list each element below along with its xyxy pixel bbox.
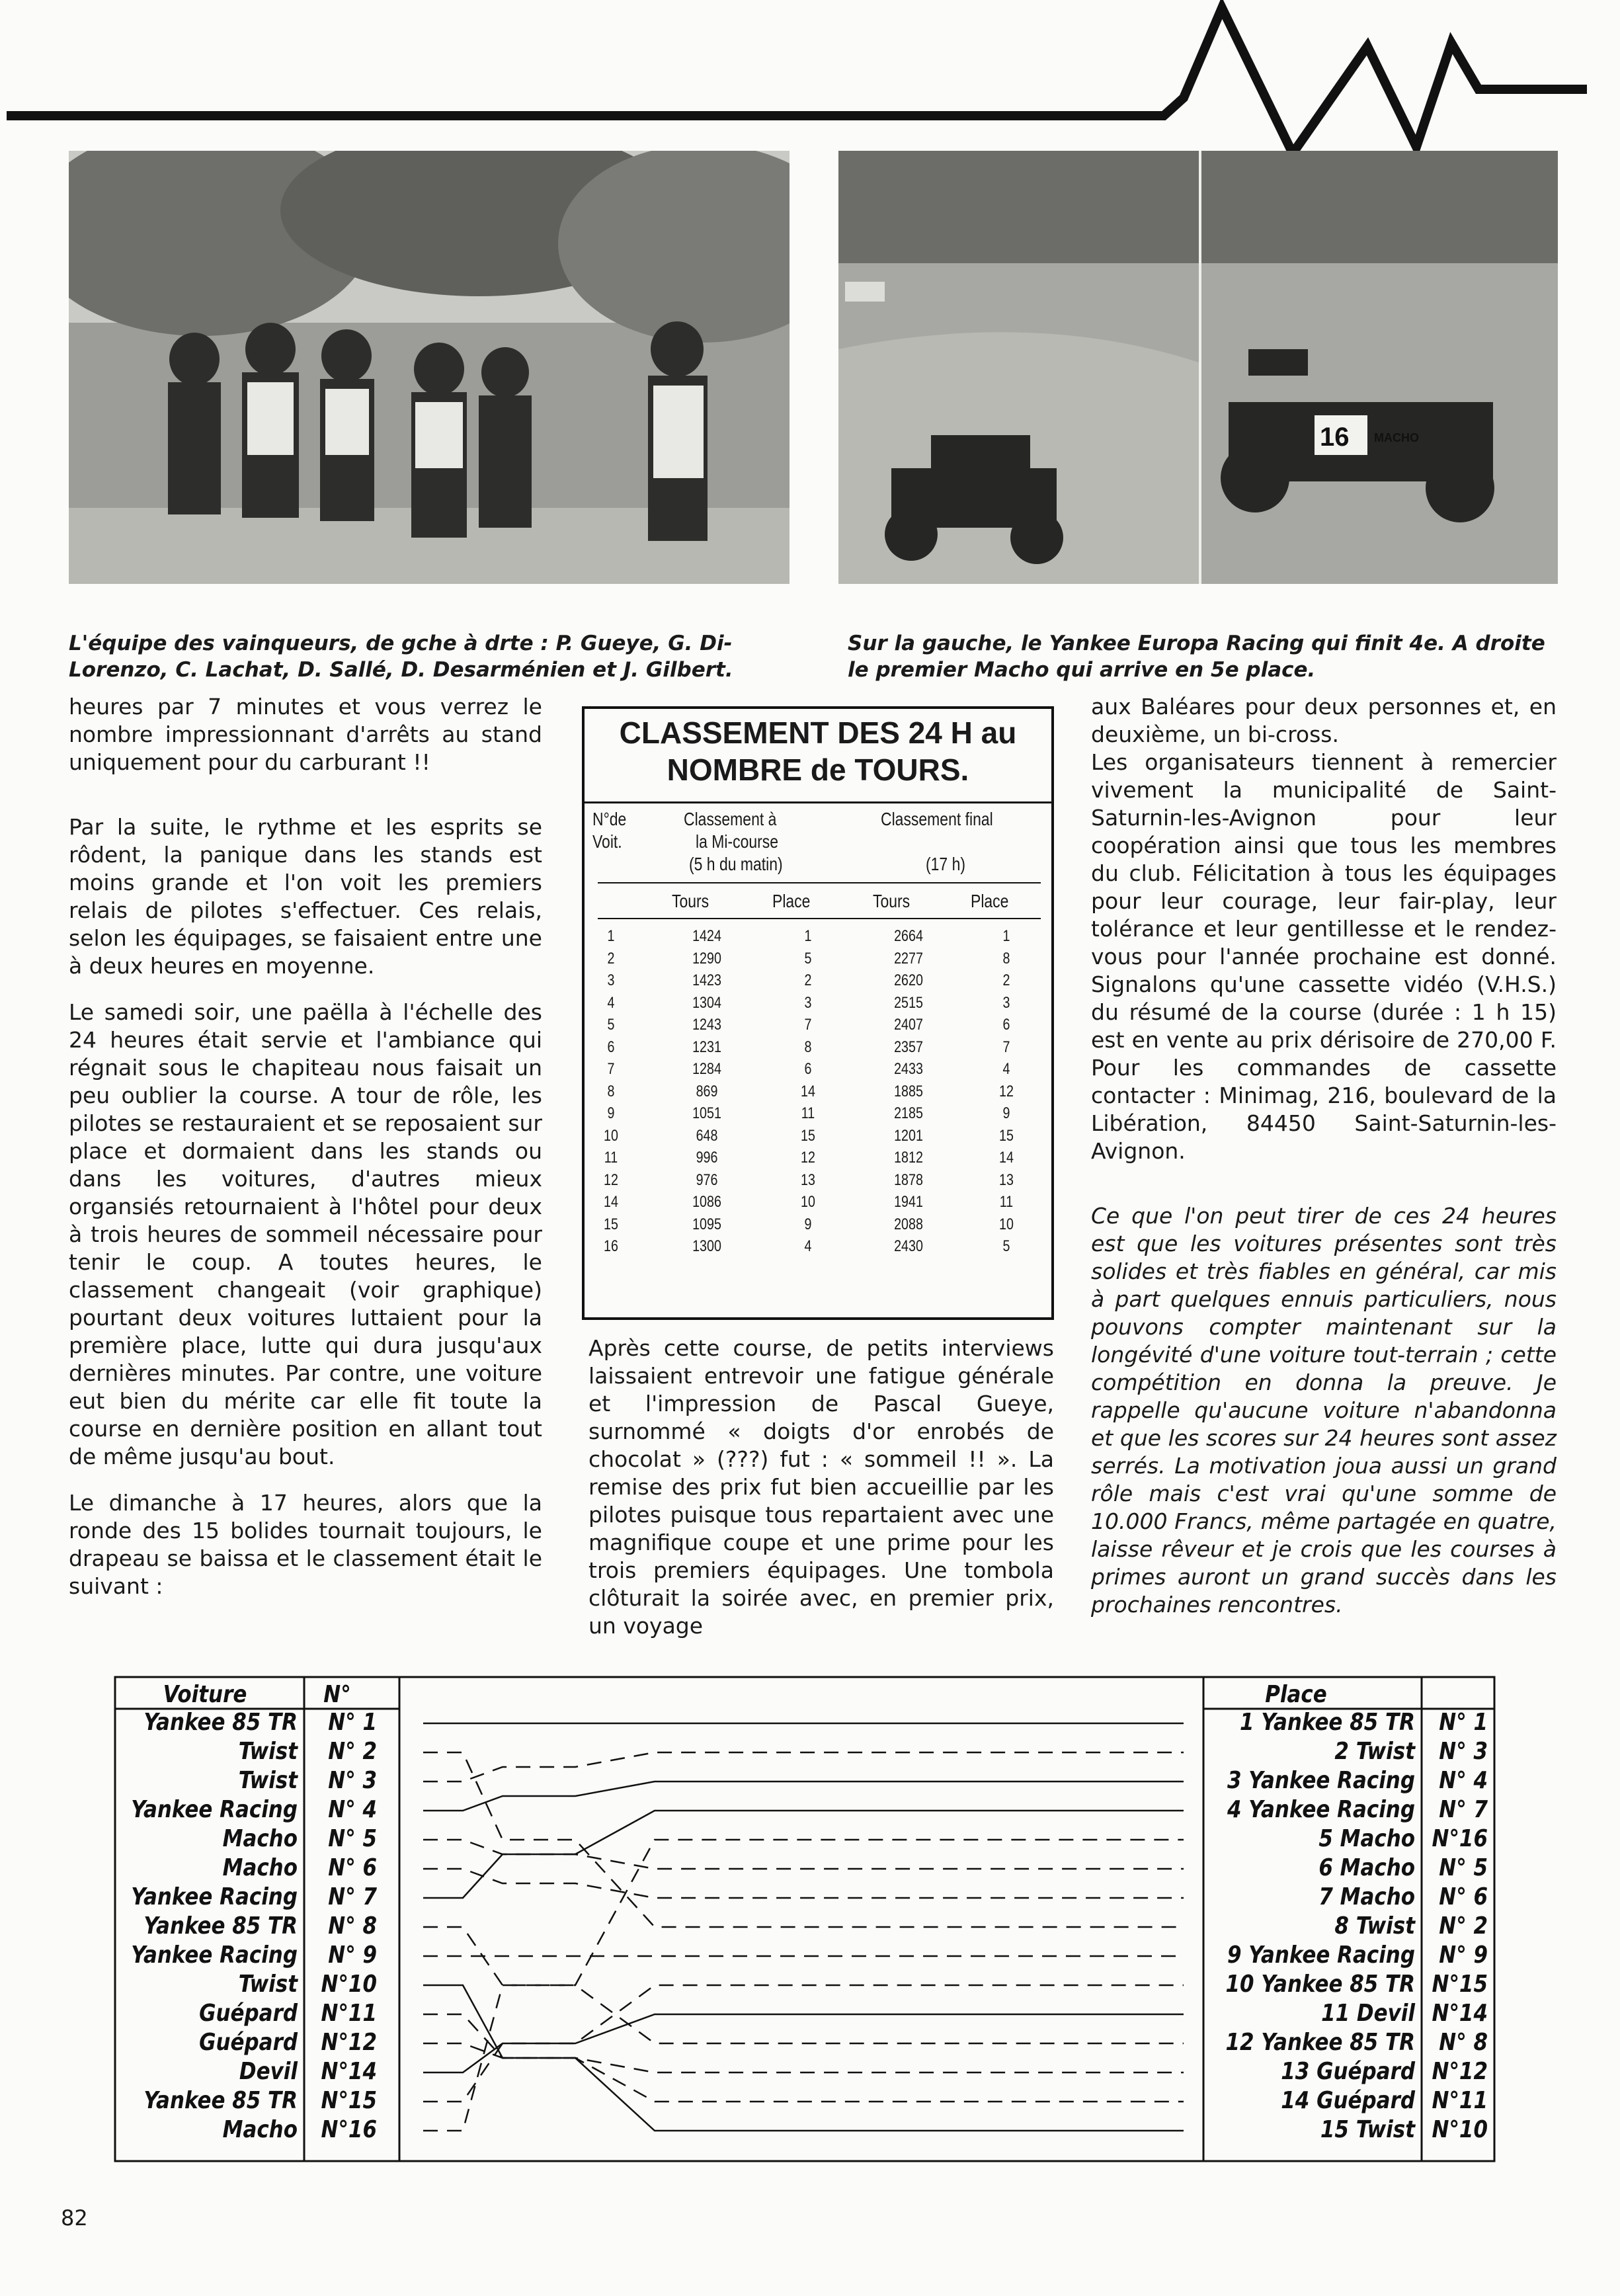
right-place-label: 6 Macho (1318, 1853, 1415, 1881)
table-cell-p1: 9 (804, 1215, 812, 1233)
left-no-label: N°10 (321, 1969, 377, 1998)
table-cell-t1: 1086 (692, 1193, 721, 1211)
table-cell-t2: 2433 (894, 1060, 923, 1078)
right-no-label: N°12 (1432, 2057, 1488, 2085)
table-cell-no: 11 (604, 1149, 618, 1167)
right-no-label: N° 4 (1439, 1766, 1488, 1794)
right-no-label: N°14 (1432, 1998, 1488, 2027)
table-cell-p1: 5 (804, 949, 812, 967)
left-voiture-label: Yankee Racing (131, 1882, 298, 1910)
right-no-label: N° 2 (1439, 1911, 1488, 1940)
right-place-label: 3 Yankee Racing (1227, 1766, 1415, 1794)
column-1 (69, 693, 542, 1619)
right-no-label: N° 8 (1439, 2028, 1488, 2056)
col1-paragraph: Le samedi soir, une paëlla à l'échelle des 24 heures était servie et l'ambiance qui régnait sous le chapiteau nous faisait un peu oublier la course. A tour de rôle, les pilotes se restauraient et se reposaient sur place et dormaient dans les stands ou dans les voitures, d'autres mieux organsiés retournaient à l'hôtel pour deux à trois heures de sommeil nécessaire pour tenir le coup. A toutes heures, le classement changeait (voir graphique) pourtant deux voitures luttaient pour la première place, lutte qui dura jusqu'aux dernières minutes. Par contre, une voiture eut bien du mérite car elle fit toute la course en dernière position en allant tout de même jusqu'au bout. (69, 999, 542, 1469)
right-no-label: N°11 (1432, 2086, 1488, 2114)
car-brand-label: MACHO (1374, 431, 1419, 444)
table-cell-no: 15 (604, 1215, 618, 1233)
right-no-label: N° 3 (1439, 1737, 1488, 1765)
table-cell-t2: 1878 (894, 1170, 923, 1189)
header-final-2: (17 h) (926, 854, 965, 874)
table-cell-no: 16 (604, 1237, 618, 1255)
left-voiture-label: Devil (239, 2057, 298, 2085)
right-place-label: 12 Yankee 85 TR (1225, 2028, 1415, 2056)
left-voiture-label: Yankee Racing (131, 1795, 298, 1823)
table-cell-t1: 1423 (692, 971, 721, 989)
col3-paragraph: Les organisateurs tiennent à remercier vivement la municipalité de Saint-Saturnin-les-Avignon pour leur coopération ainsi que tous les membres du club. Félicitation à tous les équipages pour leur courage, leur fair-play, leur tolérance et leur gentillesse et le rendez-vous pour l'année prochaine est donné. Signalons qu'une cassette vidéo (V.H.S.) du résumé de la course (durée : 1 h 15) est en vente au prix dérisoire de 270,00 F. Pour les commandes de cassette contacter : Minimag, 216, boulevard de la Libération, 84450 Saint-Saturnin-les-Avignon. (1091, 749, 1557, 1164)
table-cell-p2: 13 (999, 1170, 1014, 1189)
table-title-line1: CLASSEMENT DES 24 H au (619, 716, 1017, 750)
header-final-1: Classement final (881, 809, 993, 829)
table-cell-t2: 2088 (894, 1215, 923, 1233)
header-no-1: N°de (592, 809, 627, 829)
right-place-label: 14 Guépard (1281, 2086, 1415, 2114)
col1-paragraph: heures par 7 minutes et vous verrez le nombre impressionnant d'arrêts au stand uniquement pour du carburant !! (69, 694, 542, 775)
table-cell-t2: 2357 (894, 1038, 923, 1056)
table-cell-no: 7 (607, 1060, 615, 1078)
left-no-label: N°12 (321, 2028, 377, 2056)
column-2-text: Après cette course, de petits interviews laissaient entrevoir une fatigue générale et l'impression de Pascal Gueye, surnommé « doigts d'or enrobés de chocolat » (???) fut : « sommeil !! ». La remise des prix fut bien accueillie par les pilotes puisque tous repartaient avec une magnifique coupe et une prime pour les trois premiers équipages. Une tombola clôturait la soirée avec, en premier prix, un voyage (588, 1335, 1054, 1639)
col3-italic-paragraph: Ce que l'on peut tirer de ces 24 heures est que les voitures présentes sont très solides et très fiables en général, car mis à part quelques ennuis particuliers, nous pouvons compter maintenant sur la longévité d'une voiture tout-terrain ; cette compétition en donna la preuve. Je rappelle qu'aucune voiture n'abandonna et que les scores sur 24 heures sont assez serrés. La motivation joua aussi un grand rôle mais c'est vrai qu'une somme de 10.000 Francs, même partagée en quatre, laisse rêveur et je crois que les courses à primes auront un grand succès dans les prochaines rencontres. (1091, 1203, 1557, 1618)
table-cell-no: 1 (607, 927, 615, 945)
left-voiture-label: Yankee 85 TR (143, 1707, 298, 1736)
table-cell-t1: 1243 (692, 1016, 721, 1034)
table-cell-no: 2 (607, 949, 615, 967)
table-cell-p1: 4 (804, 1237, 812, 1255)
header-rule-spike (0, 0, 1620, 172)
table-cell-t2: 2430 (894, 1237, 923, 1255)
table-cell-t1: 869 (696, 1082, 718, 1100)
right-place-label: 10 Yankee 85 TR (1225, 1969, 1415, 1998)
table-cell-p2: 4 (1002, 1060, 1010, 1078)
photo-cars-racing (838, 151, 1558, 584)
table-cell-p2: 8 (1002, 949, 1010, 967)
table-cell-t2: 2664 (894, 927, 923, 945)
left-voiture-label: Twist (238, 1969, 298, 1998)
header-mid-1: Classement à (684, 809, 777, 829)
left-no-label: N° 4 (328, 1795, 377, 1823)
table-cell-t2: 2515 (894, 993, 923, 1012)
right-place-label: 8 Twist (1334, 1911, 1415, 1940)
table-cell-t1: 648 (696, 1126, 718, 1145)
sub-place-final: Place (971, 891, 1009, 911)
table-cell-t2: 1885 (894, 1082, 923, 1100)
column-3 (1091, 693, 1557, 1637)
left-no-label: N° 3 (328, 1766, 377, 1794)
caption-left: L'équipe des vainqueurs, de gche à drte : P. Gueye, G. Di-Lorenzo, C. Lachat, D. Sallé, D. Desarménien et J. Gilbert. (69, 632, 733, 682)
left-no-label: N° 1 (328, 1707, 377, 1736)
right-no-label: N° 6 (1439, 1882, 1488, 1910)
table-cell-t1: 1304 (692, 993, 721, 1012)
table-cell-p1: 13 (801, 1170, 815, 1189)
table-cell-p2: 9 (1002, 1104, 1010, 1122)
left-no-label: N° 6 (328, 1853, 377, 1881)
table-cell-p1: 6 (804, 1060, 812, 1078)
ranking-line (423, 2014, 1184, 2102)
table-cell-p2: 15 (999, 1126, 1014, 1145)
table-cell-p1: 15 (801, 1126, 815, 1145)
table-cell-no: 5 (607, 1016, 615, 1034)
table-cell-no: 14 (604, 1193, 618, 1211)
plot-frame (399, 1677, 1203, 2161)
table-cell-t1: 1051 (692, 1104, 721, 1122)
table-cell-p1: 12 (801, 1149, 815, 1167)
table-cell-t2: 2620 (894, 971, 923, 989)
table-cell-t1: 976 (696, 1170, 718, 1189)
table-cell-t1: 1424 (692, 927, 721, 945)
right-place-label: 15 Twist (1320, 2115, 1415, 2143)
header-mid-2: la Mi-course (696, 831, 779, 852)
right-place-label: 11 Devil (1321, 1998, 1415, 2027)
header-voiture: Voiture (163, 1680, 247, 1708)
table-cell-t1: 1095 (692, 1215, 721, 1233)
table-cell-no: 3 (607, 971, 615, 989)
right-no-label: N° 5 (1439, 1853, 1488, 1881)
table-title (585, 709, 1051, 788)
table-cell-p1: 3 (804, 993, 812, 1012)
left-no-label: N°11 (321, 1998, 377, 2027)
ranking-line (423, 1869, 1184, 1898)
right-place-label: 5 Macho (1318, 1824, 1415, 1852)
table-cell-t2: 2185 (894, 1104, 923, 1122)
left-voiture-label: Macho (222, 2115, 298, 2143)
ranking-chart (112, 1672, 1508, 2181)
ranking-line (423, 1811, 1184, 1898)
left-voiture-label: Twist (238, 1766, 298, 1794)
table-cell-p1: 1 (804, 927, 812, 945)
table-cell-t2: 1812 (894, 1149, 923, 1167)
table-cell-t1: 1284 (692, 1060, 721, 1078)
table-cell-t2: 2277 (894, 949, 923, 967)
table-cell-no: 12 (604, 1170, 618, 1189)
caption-right: Sur la gauche, le Yankee Europa Racing qui finit 4e. A droite le premier Macho qui arrive en 5e place. (848, 632, 1545, 682)
table-cell-p2: 5 (1002, 1237, 1010, 1255)
col3-paragraph: aux Baléares pour deux personnes et, en deuxième, un bi-cross. (1091, 694, 1557, 747)
table-cell-p2: 10 (999, 1215, 1014, 1233)
table-cell-p1: 2 (804, 971, 812, 989)
ranking-line (423, 1782, 1184, 1811)
left-voiture-label: Macho (222, 1824, 298, 1852)
table-cell-t1: 996 (696, 1149, 718, 1167)
table-cell-t2: 2407 (894, 1016, 923, 1034)
table-cell-t1: 1300 (692, 1237, 721, 1255)
left-voiture-label: Guépard (199, 2028, 298, 2056)
right-place-label: 4 Yankee Racing (1227, 1795, 1415, 1823)
left-voiture-label: Yankee 85 TR (143, 2086, 298, 2114)
left-no-label: N° 5 (328, 1824, 377, 1852)
header-no-2: Voit. (592, 831, 622, 852)
table-cell-no: 10 (604, 1126, 618, 1145)
sub-place-mid: Place (772, 891, 811, 911)
right-no-label: N° 1 (1439, 1707, 1488, 1736)
header-rule (598, 882, 1041, 883)
right-place-label: 13 Guépard (1281, 2057, 1415, 2085)
table-cell-t1: 1290 (692, 949, 721, 967)
left-no-label: N°15 (321, 2086, 377, 2114)
header-no: N° (323, 1680, 351, 1708)
right-place-label: 1 Yankee 85 TR (1240, 1707, 1415, 1736)
table-cell-p2: 12 (999, 1082, 1014, 1100)
table-cell-p2: 1 (1002, 927, 1010, 945)
table-cell-t2: 1941 (894, 1193, 923, 1211)
right-no-label: N°10 (1432, 2115, 1488, 2143)
table-cell-t1: 1231 (692, 1038, 721, 1056)
right-place-label: 2 Twist (1334, 1737, 1415, 1765)
table-cell-p1: 11 (801, 1104, 815, 1122)
right-place-label: 7 Macho (1318, 1882, 1415, 1910)
table-cell-p2: 3 (1002, 993, 1010, 1012)
classement-table (582, 706, 1054, 1320)
left-no-label: N° 7 (328, 1882, 377, 1910)
right-place-label: 9 Yankee Racing (1227, 1940, 1415, 1969)
right-no-label: N°16 (1432, 1824, 1488, 1852)
car-number-label: 16 (1320, 423, 1350, 452)
left-voiture-label: Yankee 85 TR (143, 1911, 298, 1940)
table-cell-no: 4 (607, 993, 615, 1012)
sub-tours-mid: Tours (672, 891, 709, 911)
left-no-label: N° 2 (328, 1737, 377, 1765)
table-cell-t2: 1201 (894, 1126, 923, 1145)
sub-header-rule (598, 918, 1041, 919)
header-place: Place (1265, 1680, 1327, 1708)
left-no-label: N° 9 (328, 1940, 377, 1969)
header-mid-3: (5 h du matin) (689, 854, 783, 874)
sub-tours-final: Tours (873, 891, 911, 911)
table-cell-p2: 6 (1002, 1016, 1010, 1034)
left-no-label: N° 8 (328, 1911, 377, 1940)
table-cell-no: 6 (607, 1038, 615, 1056)
table-cell-no: 9 (607, 1104, 615, 1122)
table-cell-p1: 8 (804, 1038, 812, 1056)
table-cell-p2: 7 (1002, 1038, 1010, 1056)
ranking-chart-svg (112, 1672, 1508, 2181)
col1-paragraph: Le dimanche à 17 heures, alors que la ronde des 15 bolides tournait toujours, le drapeau se baissa et le classement était le suivant : (69, 1490, 542, 1599)
left-voiture-label: Yankee Racing (131, 1940, 298, 1969)
left-no-label: N°16 (321, 2115, 377, 2143)
table-cell-p1: 7 (804, 1016, 812, 1034)
right-no-label: N° 7 (1439, 1795, 1488, 1823)
table-cell-p2: 2 (1002, 971, 1010, 989)
photo-winners-team (69, 151, 790, 584)
left-no-label: N°14 (321, 2057, 377, 2085)
table-cell-no: 8 (607, 1082, 615, 1100)
col1-paragraph: Par la suite, le rythme et les esprits se rôdent, la panique dans les stands est moins grande et l'on voit les premiers relais de pilotes s'effectuer. Ces relais, selon les équipages, se faisaient entre une à deux heures en moyenne. (69, 814, 542, 979)
table-cell-p2: 14 (999, 1149, 1014, 1167)
left-voiture-label: Twist (238, 1737, 298, 1765)
table-cell-p1: 14 (801, 1082, 815, 1100)
page-number: 82 (61, 2205, 88, 2231)
table-title-rule (582, 801, 1054, 803)
right-no-label: N° 9 (1439, 1940, 1488, 1969)
right-no-label: N°15 (1432, 1969, 1488, 1998)
ranking-line (423, 1752, 1184, 1782)
left-voiture-label: Guépard (199, 1998, 298, 2027)
table-title-line2: NOMBRE de TOURS. (667, 753, 969, 787)
left-voiture-label: Macho (222, 1853, 298, 1881)
table-cell-p2: 11 (999, 1193, 1014, 1211)
table-cell-p1: 10 (801, 1193, 815, 1211)
